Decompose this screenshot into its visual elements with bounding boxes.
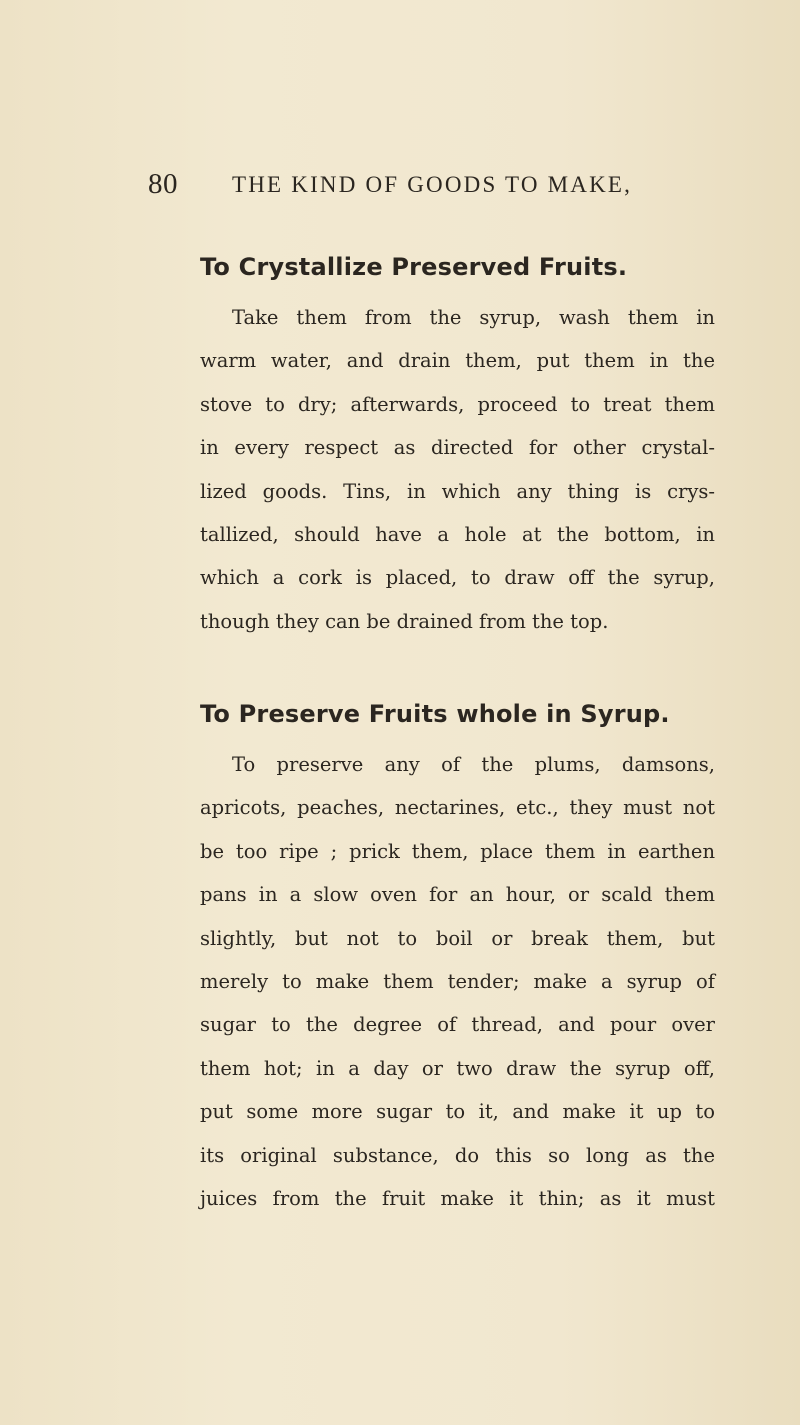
text-line: To preserve any of the plums, damsons,: [232, 753, 715, 776]
running-head: [148, 168, 768, 198]
text-line: apricots, peaches, nectarines, etc., they must not: [200, 796, 715, 820]
text-line: Take them from the syrup, wash them in: [232, 306, 715, 329]
section-heading: To Preserve Fruits whole in Syrup.: [200, 700, 670, 728]
running-title: THE KIND OF GOODS TO MAKE,: [232, 172, 633, 197]
section-body: [200, 743, 715, 1220]
text-line: sugar to the degree of thread, and pour over: [200, 1013, 715, 1037]
text-line: juices from the fruit make it thin; as it must: [200, 1186, 715, 1210]
section-heading: To Crystallize Preserved Fruits.: [200, 253, 628, 281]
text-line: stove to dry; afterwards, proceed to treat them: [200, 392, 715, 416]
text-line: slightly, but not to boil or break them, but: [200, 926, 715, 950]
section-preserve-fruits-whole: [200, 697, 715, 1220]
text-line: tallized, should have a hole at the bottom, in: [200, 522, 715, 546]
text-line: which a cork is placed, to draw off the syrup,: [200, 566, 715, 590]
section-body: [200, 296, 715, 643]
text-line: merely to make them tender; make a syrup of: [200, 969, 715, 993]
text-line: warm water, and drain them, put them in the: [200, 349, 715, 373]
text-line: pans in a slow oven for an hour, or scald them: [200, 883, 715, 907]
text-line: though they can be drained from the top.: [200, 609, 609, 633]
text-line: lized goods. Tins, in which any thing is crys-: [200, 479, 715, 503]
text-line: its original substance, do this so long as the: [200, 1143, 715, 1167]
text-line: them hot; in a day or two draw the syrup off,: [200, 1056, 715, 1080]
text-line: put some more sugar to it, and make it up to: [200, 1100, 715, 1124]
section-crystallize-preserved-fruits: [200, 250, 715, 643]
page-number: 80: [148, 168, 178, 200]
text-line: in every respect as directed for other crystal-: [200, 436, 715, 460]
text-line: be too ripe ; prick them, place them in earthen: [200, 839, 715, 863]
